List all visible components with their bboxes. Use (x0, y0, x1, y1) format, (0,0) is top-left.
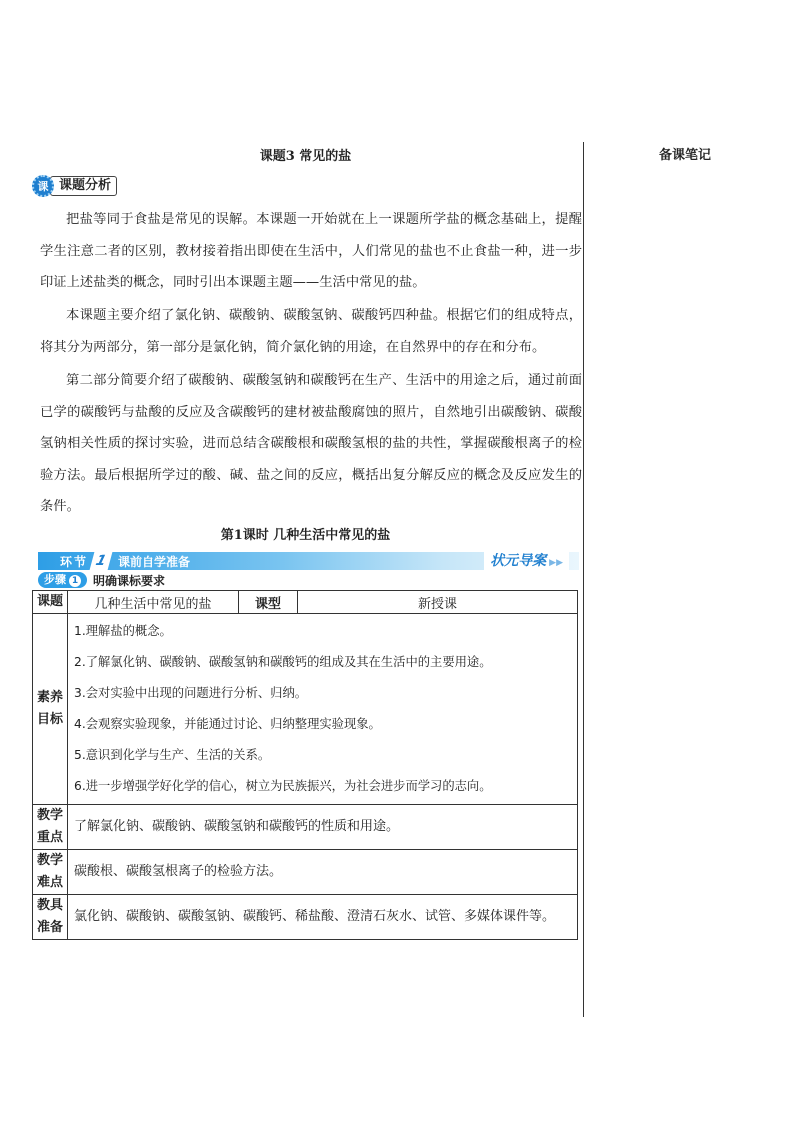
cell-difficulty-label: 教学难点 (33, 850, 68, 895)
arrow-right-icon: ▶▶ (549, 558, 563, 568)
brand-text: 状元导案 (490, 553, 547, 569)
cell-topic-name: 几种生活中常见的盐 (68, 591, 239, 614)
cell-type-value: 新授课 (298, 591, 578, 614)
table-row (33, 805, 578, 850)
notes-divider (583, 142, 584, 1017)
table-row (33, 895, 578, 940)
goal-item: 1.理解盐的概念。 (74, 624, 172, 638)
paragraph-1: 把盐等同于食盐是常见的误解。本课题一开始就在上一课题所学盐的概念基础上，提醒学生注意二者的区别，教材接着指出即使在生活中，人们常见的盐也不止食盐一种，进一步印证上述盐类的概念，同时引出本课题主题——生活中常见的盐。 (40, 212, 582, 290)
section-icon: 课 (32, 175, 54, 197)
stage-banner (38, 552, 579, 570)
goal-item: 5.意识到化学与生产、生活的关系。 (74, 748, 271, 762)
cell-key-label: 教学重点 (33, 805, 68, 850)
step-text: 明确课标要求 (93, 573, 166, 588)
cell-tools-text: 氯化钠、碳酸钠、碳酸氢钠、碳酸钙、稀盐酸、澄清石灰水、试管、多媒体课件等。 (68, 895, 578, 940)
paragraph-2: 本课题主要介绍了氯化钠、碳酸钠、碳酸氢钠、碳酸钙四种盐。根据它们的组成特点，将其分为两部分，第一部分是氯化钠，简介氯化钠的用途，在自然界中的存在和分布。 (40, 308, 582, 355)
cell-goals-label: 素养目标 (33, 614, 68, 805)
paragraph-3: 第二部分简要介绍了碳酸钠、碳酸氢钠和碳酸钙在生产、生活中的用途之后，通过前面已学的碳酸钙与盐酸的反应及含碳酸钙的建材被盐酸腐蚀的照片，自然地引出碳酸钠、碳酸氢钠相关性质的探讨实验，进而总结含碳酸根和碳酸氢根的盐的共性，掌握碳酸根离子的检验方法。最后根据所学过的酸、碱、盐之间的反应，概括出复分解反应的概念及反应发生的条件。 (40, 373, 582, 514)
cell-key-text: 了解氯化钠、碳酸钠、碳酸氢钠和碳酸钙的性质和用途。 (68, 805, 578, 850)
step-header (38, 572, 165, 588)
step-pill (38, 572, 87, 588)
stage-label: 环节 (60, 554, 89, 569)
cell-topic-label: 课题 (33, 591, 68, 614)
step-number: 1 (69, 575, 81, 587)
notes-title: 备课笔记 (658, 148, 711, 163)
cell-tools-label: 教具准备 (33, 895, 68, 940)
lesson-info-table (32, 590, 578, 940)
table-row (33, 614, 578, 805)
table-row (33, 591, 578, 614)
step-label: 步骤 (44, 573, 66, 586)
sub-title: 第1课时 几种生活中常见的盐 (220, 528, 391, 543)
lesson-title: 课题3 常见的盐 (259, 149, 352, 164)
section-label: 课题分析 (50, 176, 117, 196)
goal-item: 2.了解氯化钠、碳酸钠、碳酸氢钠和碳酸钙的组成及其在生活中的主要用途。 (74, 655, 492, 669)
cell-goals (68, 614, 578, 805)
section-badge (32, 176, 117, 196)
cell-type-label: 课型 (239, 591, 298, 614)
table-row (33, 850, 578, 895)
cell-difficulty-text: 碳酸根、碳酸氢根离子的检验方法。 (68, 850, 578, 895)
goal-item: 4.会观察实验现象，并能通过讨论、归纳整理实验现象。 (74, 717, 381, 731)
stage-number: 1 (90, 552, 113, 570)
brand-label (484, 552, 569, 570)
stage-name: 课前自学准备 (118, 554, 191, 569)
goal-item: 3.会对实验中出现的问题进行分析、归纳。 (74, 686, 308, 700)
goal-item: 6.进一步增强学好化学的信心，树立为民族振兴，为社会进步而学习的志向。 (74, 779, 492, 793)
